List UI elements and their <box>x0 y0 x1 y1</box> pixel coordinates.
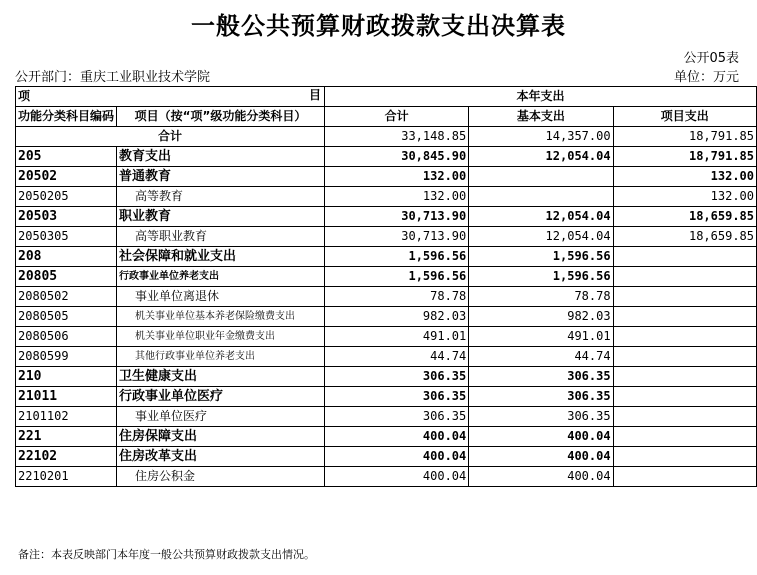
row-code: 2080506 <box>16 327 117 347</box>
row-project: 132.00 <box>613 187 756 207</box>
row-basic: 44.74 <box>469 347 613 367</box>
row-code: 208 <box>16 247 117 267</box>
row-project <box>613 447 756 467</box>
row-total: 1,596.56 <box>324 247 468 267</box>
item-header-cell <box>16 87 325 107</box>
row-name: 卫生健康支出 <box>117 367 325 387</box>
total-basic: 14,357.00 <box>469 127 613 147</box>
row-code: 205 <box>16 147 117 167</box>
row-project <box>613 467 756 487</box>
row-basic <box>469 167 613 187</box>
header-row-2 <box>16 107 757 127</box>
row-total: 78.78 <box>324 287 468 307</box>
row-name: 社会保障和就业支出 <box>117 247 325 267</box>
row-project: 18,791.85 <box>613 147 756 167</box>
row-total: 30,713.90 <box>324 207 468 227</box>
row-total: 400.04 <box>324 447 468 467</box>
table-row <box>16 307 757 327</box>
table-row <box>16 207 757 227</box>
row-name: 普通教育 <box>117 167 325 187</box>
header-code-col: 功能分类科目编码 <box>16 107 117 127</box>
row-code: 20503 <box>16 207 117 227</box>
row-code: 21011 <box>16 387 117 407</box>
row-project: 132.00 <box>613 167 756 187</box>
table-row <box>16 187 757 207</box>
table-row <box>16 367 757 387</box>
table-row <box>16 147 757 167</box>
row-name: 事业单位离退休 <box>117 287 325 307</box>
row-basic: 12,054.04 <box>469 227 613 247</box>
row-project <box>613 267 756 287</box>
row-code: 2080599 <box>16 347 117 367</box>
header-total-col: 合计 <box>324 107 468 127</box>
header-current-year: 本年支出 <box>324 87 756 107</box>
total-row <box>16 127 757 147</box>
table-row <box>16 327 757 347</box>
row-basic: 400.04 <box>469 447 613 467</box>
row-name: 机关事业单位基本养老保险缴费支出 <box>117 307 325 327</box>
row-code: 2050305 <box>16 227 117 247</box>
row-basic <box>469 187 613 207</box>
row-name: 住房保障支出 <box>117 427 325 447</box>
row-project <box>613 287 756 307</box>
row-basic: 78.78 <box>469 287 613 307</box>
row-basic: 400.04 <box>469 427 613 447</box>
row-name: 事业单位医疗 <box>117 407 325 427</box>
row-name: 教育支出 <box>117 147 325 167</box>
table-row <box>16 447 757 467</box>
header-item-col: 项目（按“项”级功能分类科目） <box>117 107 325 127</box>
table-row <box>16 167 757 187</box>
table-row <box>16 227 757 247</box>
header-basic-col: 基本支出 <box>469 107 613 127</box>
row-code: 2101102 <box>16 407 117 427</box>
row-basic: 491.01 <box>469 327 613 347</box>
table-row <box>16 287 757 307</box>
row-code: 2050205 <box>16 187 117 207</box>
row-project <box>613 347 756 367</box>
row-project <box>613 367 756 387</box>
row-project <box>613 327 756 347</box>
header-row-1 <box>16 87 757 107</box>
row-name: 机关事业单位职业年金缴费支出 <box>117 327 325 347</box>
row-total: 982.03 <box>324 307 468 327</box>
row-project: 18,659.85 <box>613 227 756 247</box>
row-name: 住房公积金 <box>117 467 325 487</box>
row-total: 30,845.90 <box>324 147 468 167</box>
row-name: 高等职业教育 <box>117 227 325 247</box>
row-code: 2080505 <box>16 307 117 327</box>
row-name: 行政事业单位养老支出 <box>117 267 325 287</box>
header-mu: 目 <box>308 88 321 102</box>
row-name: 住房改革支出 <box>117 447 325 467</box>
row-project <box>613 407 756 427</box>
row-total: 491.01 <box>324 327 468 347</box>
row-project <box>613 387 756 407</box>
row-basic: 306.35 <box>469 387 613 407</box>
row-project: 18,659.85 <box>613 207 756 227</box>
row-project <box>613 307 756 327</box>
header-xiang: 项 <box>18 89 31 103</box>
row-basic: 12,054.04 <box>469 147 613 167</box>
row-total: 400.04 <box>324 467 468 487</box>
total-project: 18,791.85 <box>613 127 756 147</box>
row-code: 20805 <box>16 267 117 287</box>
department-label: 公开部门：重庆工业职业技术学院 <box>15 70 211 85</box>
total-label: 合计 <box>16 127 325 147</box>
row-total: 44.74 <box>324 347 468 367</box>
form-number: 公开05表 <box>683 51 739 66</box>
row-basic: 306.35 <box>469 407 613 427</box>
row-total: 1,596.56 <box>324 267 468 287</box>
footnote: 备注：本表反映部门本年度一般公共预算财政拨款支出情况。 <box>18 548 315 561</box>
table-row <box>16 387 757 407</box>
table-row <box>16 467 757 487</box>
row-total: 132.00 <box>324 187 468 207</box>
row-basic: 306.35 <box>469 367 613 387</box>
report-title: 一般公共预算财政拨款支出决算表 <box>191 12 566 40</box>
row-basic: 982.03 <box>469 307 613 327</box>
row-name: 行政事业单位医疗 <box>117 387 325 407</box>
row-code: 221 <box>16 427 117 447</box>
row-code: 20502 <box>16 167 117 187</box>
table-row <box>16 247 757 267</box>
table-row <box>16 347 757 367</box>
row-basic: 1,596.56 <box>469 267 613 287</box>
row-name: 高等教育 <box>117 187 325 207</box>
header-project-col: 项目支出 <box>613 107 756 127</box>
table-row <box>16 407 757 427</box>
row-basic: 12,054.04 <box>469 207 613 227</box>
row-code: 2080502 <box>16 287 117 307</box>
row-code: 2210201 <box>16 467 117 487</box>
row-project <box>613 247 756 267</box>
row-code: 210 <box>16 367 117 387</box>
table-row <box>16 427 757 447</box>
row-code: 22102 <box>16 447 117 467</box>
row-name: 职业教育 <box>117 207 325 227</box>
expenditure-table <box>15 86 757 487</box>
row-total: 30,713.90 <box>324 227 468 247</box>
row-total: 306.35 <box>324 407 468 427</box>
row-total: 400.04 <box>324 427 468 447</box>
row-total: 132.00 <box>324 167 468 187</box>
table-row <box>16 267 757 287</box>
row-name: 其他行政事业单位养老支出 <box>117 347 325 367</box>
row-basic: 1,596.56 <box>469 247 613 267</box>
row-total: 306.35 <box>324 367 468 387</box>
total-amount: 33,148.85 <box>324 127 468 147</box>
row-project <box>613 427 756 447</box>
row-basic: 400.04 <box>469 467 613 487</box>
row-total: 306.35 <box>324 387 468 407</box>
unit-label: 单位：万元 <box>673 70 739 85</box>
